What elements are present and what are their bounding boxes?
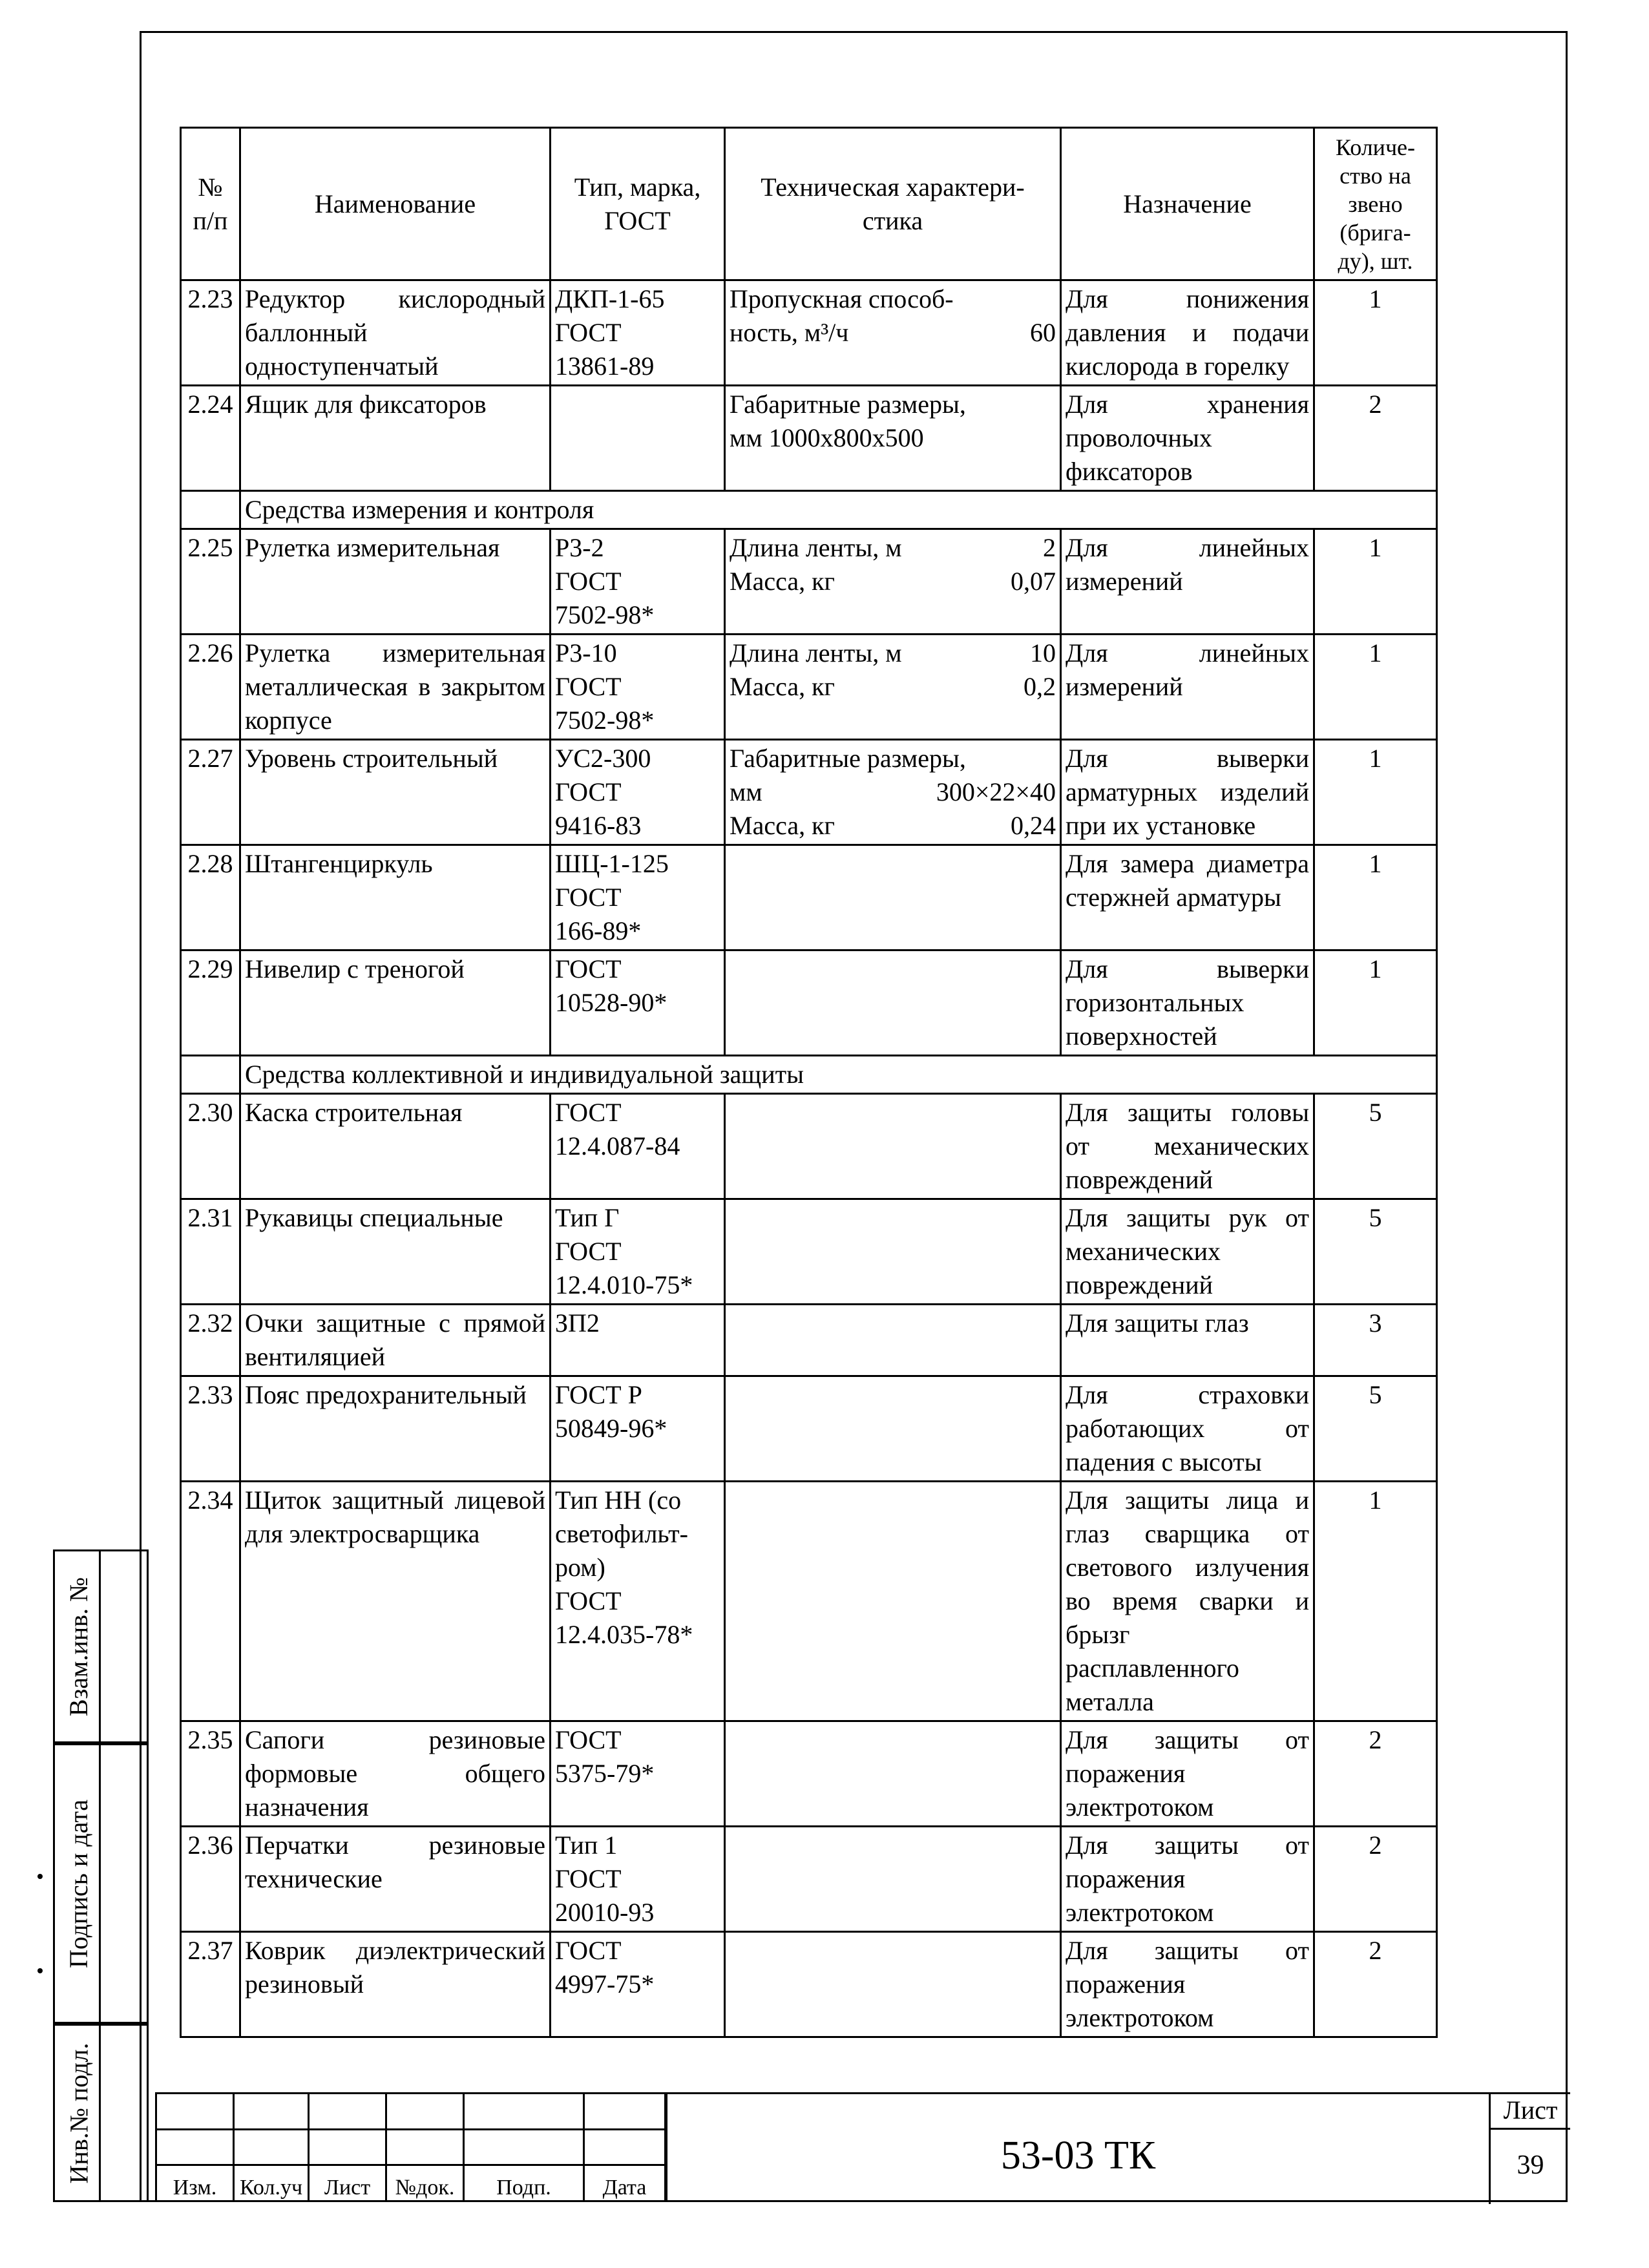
- header-mark: Тип, марка, ГОСТ: [551, 128, 725, 280]
- tech-key: Масса, кг: [730, 567, 835, 596]
- item-name: Уровень строительный: [240, 740, 551, 845]
- tech-key: Габаритные размеры,: [730, 744, 966, 773]
- item-purpose: Для замера диаметра стержней арматуры: [1061, 845, 1314, 950]
- header-num: № п/п: [181, 128, 240, 280]
- item-tech: [725, 1094, 1061, 1199]
- tech-line: [730, 809, 1056, 843]
- tech-line: [730, 421, 1056, 455]
- table-row: [181, 1482, 1437, 1721]
- margin-dot: [37, 1874, 43, 1879]
- sheet-label: Лист: [1491, 2094, 1570, 2130]
- item-purpose: Для выверки горизонтальных поверхностей: [1061, 950, 1314, 1056]
- header-qty: Количе- ство на звено (брига- ду), шт.: [1314, 128, 1437, 280]
- item-name: Редуктор кислородный баллонный одноступенчатый: [240, 280, 551, 386]
- tech-line: [730, 742, 1056, 775]
- item-qty: 1: [1314, 740, 1437, 845]
- tech-key: ность, м³/ч: [730, 318, 849, 347]
- item-tech: [725, 280, 1061, 386]
- item-mark: ШЦ-1-125 ГОСТ 166-89*: [551, 845, 725, 950]
- side-label-inv-orig: Инв.№ подл.: [64, 2042, 94, 2183]
- item-qty: 5: [1314, 1376, 1437, 1482]
- item-tech: [725, 1932, 1061, 2037]
- item-qty: 3: [1314, 1305, 1437, 1376]
- tech-value: 10: [1030, 638, 1056, 667]
- table-header-row: [181, 128, 1437, 280]
- item-name: Рукавицы специальные: [240, 1199, 551, 1305]
- row-number: 2.31: [181, 1199, 240, 1305]
- item-mark: ДКП-1-65 ГОСТ 13861-89: [551, 280, 725, 386]
- tech-value: 0,2: [1024, 672, 1056, 701]
- tech-line: [730, 388, 1056, 421]
- item-purpose: Для защиты головы от механических повреждений: [1061, 1094, 1314, 1199]
- item-name: Сапоги резиновые формовые общего назначения: [240, 1721, 551, 1827]
- side-label-replace-inv: Взам.инв. №: [64, 1577, 94, 1716]
- table-row: [181, 386, 1437, 491]
- tech-key: Длина ленты, м: [730, 533, 902, 562]
- item-tech: [725, 386, 1061, 491]
- tech-value: 300×22×40: [936, 777, 1056, 806]
- item-name: Коврик диэлектрический резиновый: [240, 1932, 551, 2037]
- item-qty: 2: [1314, 386, 1437, 491]
- item-name: Каска строительная: [240, 1094, 551, 1199]
- item-mark: ГОСТ Р 50849-96*: [551, 1376, 725, 1482]
- title-block-col-label: Подп.: [464, 2165, 584, 2201]
- row-number: 2.36: [181, 1827, 240, 1932]
- tech-key: Габаритные размеры,: [730, 390, 966, 419]
- item-mark: ГОСТ 5375-79*: [551, 1721, 725, 1827]
- item-tech: [725, 740, 1061, 845]
- item-name: Очки защитные с прямой вентиляцией: [240, 1305, 551, 1376]
- row-number: 2.25: [181, 529, 240, 635]
- item-qty: 1: [1314, 845, 1437, 950]
- item-tech: [725, 1721, 1061, 1827]
- row-number: 2.30: [181, 1094, 240, 1199]
- table-row: [181, 1094, 1437, 1199]
- tech-key: Пропускная способ-: [730, 284, 954, 313]
- tech-key: Длина ленты, м: [730, 638, 902, 667]
- item-tech: [725, 845, 1061, 950]
- item-purpose: Для линейных измерений: [1061, 529, 1314, 635]
- row-number: 2.23: [181, 280, 240, 386]
- row-number: 2.28: [181, 845, 240, 950]
- table-row: [181, 1721, 1437, 1827]
- side-stamp-inv: [53, 2024, 149, 2202]
- document-code-cell: [666, 2092, 1570, 2202]
- item-qty: 1: [1314, 635, 1437, 740]
- header-name: Наименование: [240, 128, 551, 280]
- item-purpose: Для защиты лица и глаз сварщика от светового излучения во время сварки и брызг расплавленного металла: [1061, 1482, 1314, 1721]
- section-row: [181, 1056, 1437, 1094]
- table-row: [181, 740, 1437, 845]
- item-purpose: Для страховки работающих от падения с высоты: [1061, 1376, 1314, 1482]
- item-purpose: Для защиты от поражения электротоком: [1061, 1932, 1314, 2037]
- tech-line: [730, 565, 1056, 598]
- document-code: 53-03 ТК: [1000, 2134, 1156, 2178]
- item-name: Пояс предохранительный: [240, 1376, 551, 1482]
- row-number: 2.35: [181, 1721, 240, 1827]
- section-title: Средства измерения и контроля: [240, 491, 1437, 529]
- item-tech: [725, 1199, 1061, 1305]
- item-tech: [725, 529, 1061, 635]
- item-purpose: Для защиты глаз: [1061, 1305, 1314, 1376]
- side-label-sign-date: Подпись и дата: [64, 1799, 94, 1968]
- item-purpose: Для хранения проволочных фиксаторов: [1061, 386, 1314, 491]
- item-qty: 2: [1314, 1827, 1437, 1932]
- table-row: [181, 1376, 1437, 1482]
- tech-line: [730, 775, 1056, 809]
- item-tech: [725, 1482, 1061, 1721]
- row-number: 2.32: [181, 1305, 240, 1376]
- item-purpose: Для защиты от поражения электротоком: [1061, 1827, 1314, 1932]
- table-row: [181, 529, 1437, 635]
- item-tech: [725, 1376, 1061, 1482]
- item-name: Ящик для фиксаторов: [240, 386, 551, 491]
- item-name: Рулетка измерительная металлическая в закрытом корпусе: [240, 635, 551, 740]
- title-block: [149, 2092, 1568, 2202]
- item-mark: ГОСТ 4997-75*: [551, 1932, 725, 2037]
- table-row: [181, 1199, 1437, 1305]
- item-name: Рулетка измерительная: [240, 529, 551, 635]
- row-number: 2.24: [181, 386, 240, 491]
- item-tech: [725, 635, 1061, 740]
- item-tech: [725, 950, 1061, 1056]
- title-block-col-label: №док.: [386, 2165, 464, 2201]
- table-row: [181, 1827, 1437, 1932]
- item-qty: 2: [1314, 1721, 1437, 1827]
- table-row: [181, 1932, 1437, 2037]
- table-row: [181, 635, 1437, 740]
- item-qty: 1: [1314, 529, 1437, 635]
- tech-line: [730, 282, 1056, 316]
- section-row: [181, 491, 1437, 529]
- row-number: 2.27: [181, 740, 240, 845]
- title-block-col-label: Кол.уч: [234, 2165, 309, 2201]
- item-mark: Р3-10 ГОСТ 7502-98*: [551, 635, 725, 740]
- item-name: Перчатки резиновые технические: [240, 1827, 551, 1932]
- tech-key: мм: [730, 777, 762, 806]
- item-qty: 1: [1314, 1482, 1437, 1721]
- header-tech: Техническая характери- стика: [725, 128, 1061, 280]
- tech-key: Масса, кг: [730, 811, 835, 840]
- item-name: Нивелир с треногой: [240, 950, 551, 1056]
- title-block-col-label: Изм.: [156, 2165, 234, 2201]
- item-mark: Р3-2 ГОСТ 7502-98*: [551, 529, 725, 635]
- item-purpose: Для линейных измерений: [1061, 635, 1314, 740]
- item-qty: 1: [1314, 280, 1437, 386]
- tech-value: 60: [1030, 318, 1056, 347]
- item-purpose: Для понижения давления и подачи кислорода в горелку: [1061, 280, 1314, 386]
- item-qty: 2: [1314, 1932, 1437, 2037]
- item-purpose: Для выверки арматурных изделий при их установке: [1061, 740, 1314, 845]
- row-number: 2.37: [181, 1932, 240, 2037]
- item-qty: 1: [1314, 950, 1437, 1056]
- item-purpose: Для защиты от поражения электротоком: [1061, 1721, 1314, 1827]
- row-number: 2.34: [181, 1482, 240, 1721]
- title-block-col-label: Лист: [309, 2165, 386, 2201]
- row-number: 2.33: [181, 1376, 240, 1482]
- item-mark: ГОСТ 12.4.087-84: [551, 1094, 725, 1199]
- section-title: Средства коллективной и индивидуальной защиты: [240, 1056, 1437, 1094]
- side-stamp-replace: [53, 1549, 149, 1743]
- tech-value: 0,24: [1011, 811, 1056, 840]
- header-purpose: Назначение: [1061, 128, 1314, 280]
- table-row: [181, 1305, 1437, 1376]
- item-tech: [725, 1305, 1061, 1376]
- item-mark: Тип 1 ГОСТ 20010-93: [551, 1827, 725, 1932]
- tech-key: мм 1000х800х500: [730, 423, 924, 452]
- item-qty: 5: [1314, 1094, 1437, 1199]
- sheet-number: 39: [1517, 2150, 1544, 2180]
- table-row: [181, 280, 1437, 386]
- row-number: 2.29: [181, 950, 240, 1056]
- tech-value: 2: [1043, 533, 1056, 562]
- item-qty: 5: [1314, 1199, 1437, 1305]
- table-row: [181, 845, 1437, 950]
- title-block-col-label: Дата: [584, 2165, 666, 2201]
- tech-line: [730, 531, 1056, 565]
- item-mark: [551, 386, 725, 491]
- item-mark: Тип НН (со светофильт- ром) ГОСТ 12.4.035-78*: [551, 1482, 725, 1721]
- item-name: Щиток защитный лицевой для электросварщика: [240, 1482, 551, 1721]
- item-mark: ЗП2: [551, 1305, 725, 1376]
- item-purpose: Для защиты рук от механических повреждений: [1061, 1199, 1314, 1305]
- item-mark: Тип Г ГОСТ 12.4.010-75*: [551, 1199, 725, 1305]
- side-stamp-sign: [53, 1743, 149, 2024]
- margin-dot: [37, 1968, 43, 1973]
- tech-key: Масса, кг: [730, 672, 835, 701]
- item-mark: ГОСТ 10528-90*: [551, 950, 725, 1056]
- tech-value: 0,07: [1011, 567, 1056, 596]
- row-number: 2.26: [181, 635, 240, 740]
- item-mark: УС2-300 ГОСТ 9416-83: [551, 740, 725, 845]
- table-row: [181, 950, 1437, 1056]
- equipment-table: [180, 127, 1438, 2038]
- tech-line: [730, 670, 1056, 704]
- item-name: Штангенциркуль: [240, 845, 551, 950]
- tech-line: [730, 636, 1056, 670]
- sheet-cell: [1489, 2094, 1570, 2204]
- title-block-grid: [155, 2092, 666, 2202]
- item-tech: [725, 1827, 1061, 1932]
- tech-line: [730, 316, 1056, 350]
